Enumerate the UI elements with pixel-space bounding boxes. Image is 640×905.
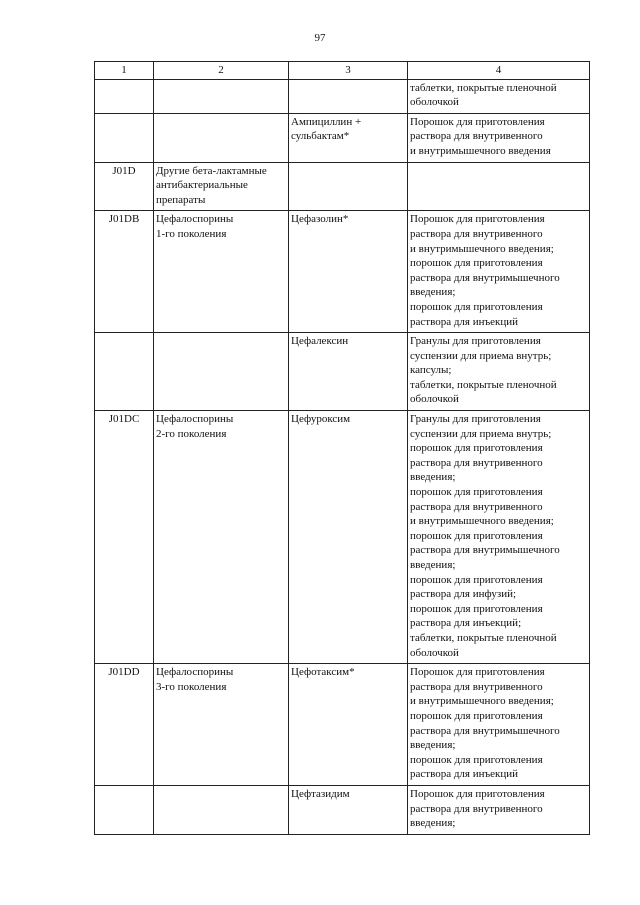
- cell-group: [154, 113, 289, 162]
- cell-line: введения;: [410, 739, 456, 752]
- cell-forms: [408, 162, 590, 211]
- cell-group: [154, 79, 289, 113]
- cell-line: введения;: [410, 286, 456, 299]
- table-row: [95, 211, 590, 333]
- cell-line: порошок для приготовления: [410, 753, 543, 766]
- cell-line: порошок для приготовления: [410, 709, 543, 722]
- cell-line: и внутримышечного введения;: [410, 515, 554, 528]
- cell-line: раствора для инфузий;: [410, 588, 517, 601]
- table-body: [95, 79, 590, 834]
- cell-group: [154, 211, 289, 333]
- cell-line: введения;: [410, 817, 456, 830]
- cell-line: таблетки, покрытые пленочной: [410, 378, 557, 391]
- cell-line: антибактериальные: [156, 179, 248, 192]
- page-number: 97: [314, 32, 326, 44]
- cell-line: 3-го поколения: [156, 680, 227, 693]
- cell-line: Цефалексин: [291, 335, 349, 348]
- cell-forms: [408, 664, 590, 786]
- cell-drug: [289, 333, 408, 411]
- cell-drug: [289, 411, 408, 664]
- cell-drug: [289, 211, 408, 333]
- cell-forms: [408, 113, 590, 162]
- cell-line: порошок для приготовления: [410, 529, 543, 542]
- cell-line: оболочкой: [410, 393, 459, 406]
- cell-code: J01DC: [95, 411, 154, 664]
- cell-line: таблетки, покрытые пленочной: [410, 631, 557, 644]
- cell-line: раствора для внутримышечного: [410, 724, 560, 737]
- cell-line: Порошок для приготовления: [410, 213, 545, 226]
- cell-code: J01DB: [95, 211, 154, 333]
- cell-line: раствора для внутривенного: [410, 680, 543, 693]
- cell-drug: [289, 162, 408, 211]
- cell-line: раствора для внутривенного: [410, 456, 543, 469]
- cell-line: и внутримышечного введения;: [410, 695, 554, 708]
- cell-group: [154, 333, 289, 411]
- cell-group: [154, 785, 289, 834]
- cell-line: 2-го поколения: [156, 427, 227, 440]
- cell-group: [154, 664, 289, 786]
- table-row: [95, 113, 590, 162]
- header-col-3: 3: [289, 62, 408, 80]
- cell-forms: [408, 785, 590, 834]
- cell-line: раствора для инъекций: [410, 768, 519, 781]
- cell-line: Цефазолин*: [291, 213, 349, 226]
- cell-line: порошок для приготовления: [410, 602, 543, 615]
- cell-line: Цефотаксим*: [291, 666, 355, 679]
- cell-code: [95, 79, 154, 113]
- cell-line: раствора для внутривенного: [410, 227, 543, 240]
- cell-line: порошок для приготовления: [410, 486, 543, 499]
- cell-code: [95, 113, 154, 162]
- cell-drug: [289, 113, 408, 162]
- cell-line: порошок для приготовления: [410, 573, 543, 586]
- cell-line: Ампициллин +: [291, 115, 362, 128]
- cell-line: Порошок для приготовления: [410, 115, 545, 128]
- cell-code: J01D: [95, 162, 154, 211]
- header-col-4: 4: [408, 62, 590, 80]
- cell-line: Порошок для приготовления: [410, 787, 545, 800]
- cell-drug: [289, 79, 408, 113]
- cell-line: Цефтазидим: [291, 787, 350, 800]
- cell-line: суспензии для приема внутрь;: [410, 427, 552, 440]
- cell-code: J01DD: [95, 664, 154, 786]
- cell-line: и внутримышечного введения;: [410, 242, 554, 255]
- cell-forms: [408, 333, 590, 411]
- cell-line: порошок для приготовления: [410, 300, 543, 313]
- cell-group: [154, 411, 289, 664]
- cell-line: введения;: [410, 471, 456, 484]
- cell-line: сульбактам*: [291, 130, 350, 143]
- cell-line: Гранулы для приготовления: [410, 413, 541, 426]
- table-row: [95, 664, 590, 786]
- cell-line: раствора для внутримышечного: [410, 544, 560, 557]
- cell-line: раствора для внутривенного: [410, 130, 543, 143]
- cell-code: [95, 785, 154, 834]
- table-row: [95, 785, 590, 834]
- cell-drug: [289, 664, 408, 786]
- cell-line: раствора для инъекций: [410, 315, 519, 328]
- cell-line: раствора для инъекций;: [410, 617, 522, 630]
- cell-forms: [408, 211, 590, 333]
- cell-line: Цефалоспорины: [156, 666, 234, 679]
- cell-line: оболочкой: [410, 96, 459, 109]
- cell-line: раствора для внутривенного: [410, 802, 543, 815]
- cell-line: Цефалоспорины: [156, 413, 234, 426]
- drug-table: [94, 61, 590, 835]
- cell-line: введения;: [410, 559, 456, 571]
- cell-line: 1-го поколения: [156, 227, 227, 240]
- cell-group: [154, 162, 289, 211]
- table-header: [95, 62, 590, 80]
- cell-drug: [289, 785, 408, 834]
- cell-line: капсулы;: [410, 364, 452, 377]
- cell-line: оболочкой: [410, 646, 459, 659]
- table-row: [95, 333, 590, 411]
- cell-line: таблетки, покрытые пленочной: [410, 81, 557, 94]
- table-row: [95, 162, 590, 211]
- table-row: [95, 79, 590, 113]
- cell-line: порошок для приготовления: [410, 257, 543, 270]
- cell-line: Другие бета-лактамные: [156, 164, 267, 177]
- cell-line: суспензии для приема внутрь;: [410, 349, 552, 362]
- cell-line: раствора для внутривенного: [410, 500, 543, 513]
- cell-line: и внутримышечного введения: [410, 144, 551, 157]
- cell-line: Гранулы для приготовления: [410, 335, 541, 348]
- cell-line: Цефуроксим: [291, 413, 351, 426]
- cell-line: раствора для внутримышечного: [410, 271, 560, 284]
- cell-forms: [408, 79, 590, 113]
- cell-code: [95, 333, 154, 411]
- cell-line: Цефалоспорины: [156, 213, 234, 226]
- header-col-2: 2: [154, 62, 289, 80]
- header-row: [95, 62, 590, 80]
- header-col-1: 1: [95, 62, 154, 80]
- table-row: [95, 411, 590, 664]
- cell-line: Порошок для приготовления: [410, 666, 545, 679]
- cell-forms: [408, 411, 590, 664]
- cell-line: порошок для приготовления: [410, 442, 543, 455]
- cell-line: препараты: [156, 193, 206, 206]
